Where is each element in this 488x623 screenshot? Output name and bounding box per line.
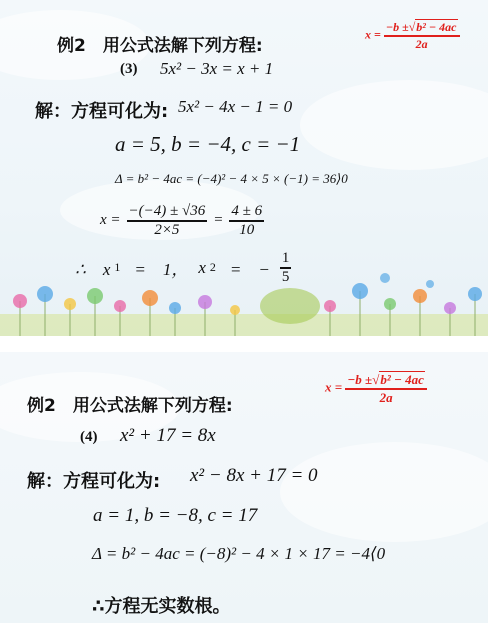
substitution-denominator: 2×5: [154, 221, 180, 238]
solve-label: 解：方程可化为:: [27, 471, 161, 492]
conclusion: ∴方程无实数根。: [92, 596, 231, 617]
pinwheel-field-decoration: [0, 266, 488, 336]
x-equals: x =: [100, 212, 121, 229]
x2-symbol: x: [198, 257, 206, 277]
problem-number: (4): [80, 429, 98, 445]
reduced-equation: 5x² − 4x − 1 = 0: [178, 97, 293, 116]
x2-equals: = −: [229, 260, 270, 280]
formula-numerator: −b ±: [385, 20, 409, 34]
reduced-equation: x² − 8x + 17 = 0: [190, 465, 318, 486]
quadratic-formula: x = $\frac{\text{−b ±√b² − 4ac}}{2a}$: [325, 372, 427, 406]
x2-denominator: 5: [281, 268, 290, 285]
x2-subscript: 2: [209, 260, 216, 275]
x1-value: = 1，: [134, 260, 189, 280]
simplified-numerator: 4 ± 6: [231, 203, 263, 219]
x2-numerator: 1: [281, 250, 290, 266]
simplified-denominator: 10: [239, 221, 255, 238]
formula-denominator: 2a: [415, 36, 428, 51]
coefficients: a = 5, b = −4, c = −1: [115, 132, 301, 156]
slide-2-title: 例2 用公式法解下列方程:: [27, 396, 233, 416]
solve-label: 解：方程可化为:: [35, 101, 169, 122]
formula-radicand: b² − 4ac: [380, 372, 424, 387]
coefficients: a = 1, b = −8, c = 17: [93, 505, 258, 526]
given-equation: x² + 17 = 8x: [120, 425, 216, 446]
slide-1-title: 例2 用公式法解下列方程:: [57, 36, 263, 56]
discriminant: Δ = b² − 4ac = (−8)² − 4 × 1 × 17 = −4⟨0: [92, 544, 386, 563]
slide-2: [0, 352, 488, 623]
root-formula-substitution: x = $\frac{-(-4) \pm √36}{2\times 5}$ = $\frac{4 \pm 6}{10}$: [100, 203, 263, 238]
problem-number: (3): [120, 61, 138, 77]
background-cloud: [300, 80, 488, 170]
given-equation: 5x² − 3x = x + 1: [160, 59, 274, 78]
formula-numerator: −b ±: [347, 372, 373, 387]
formula-denominator: 2a: [379, 389, 393, 405]
formula-radicand: b² − 4ac: [416, 20, 457, 34]
formula-lhs: x =: [365, 27, 381, 42]
substitution-numerator: −(−4) ± √36: [128, 203, 206, 219]
therefore-x1: ∴ x: [75, 260, 111, 280]
background-cloud: [280, 442, 488, 542]
quadratic-formula: x = $\frac{\text{−b ±√b² − 4ac}}{2a}$: [365, 20, 460, 52]
formula-lhs: x =: [325, 379, 343, 395]
x1-subscript: 1: [114, 260, 121, 275]
discriminant: Δ = b² − 4ac = (−4)² − 4 × 5 × (−1) = 36⟩0: [115, 171, 348, 186]
